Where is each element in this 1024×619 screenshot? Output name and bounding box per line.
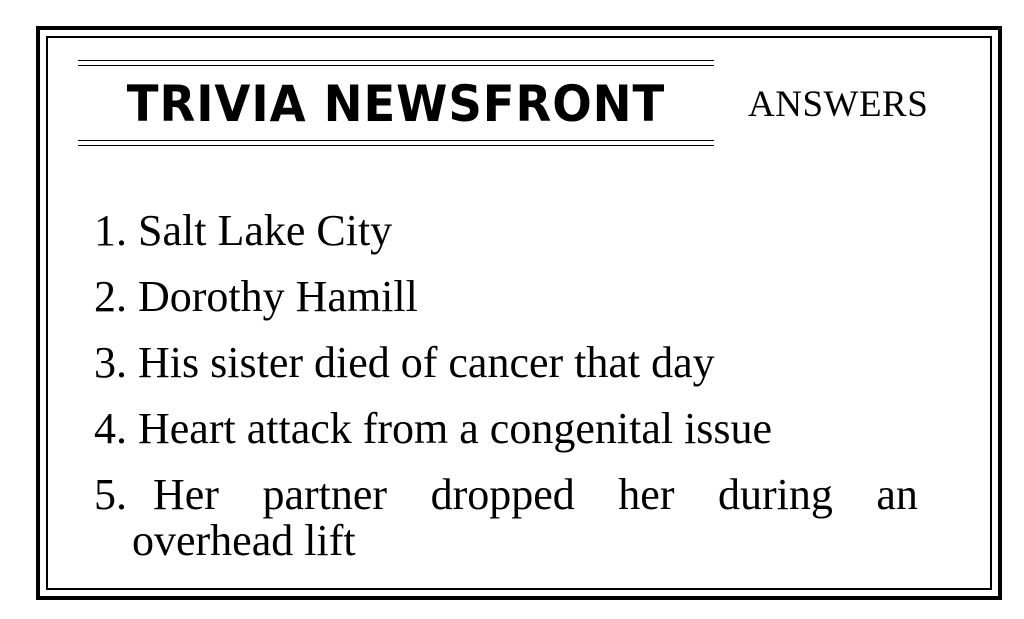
answer-word: Her <box>153 470 219 519</box>
answer-word: her <box>618 470 675 519</box>
masthead <box>78 60 714 146</box>
masthead-rule <box>78 140 714 141</box>
masthead-title: TRIVIA NEWSFRONT <box>126 75 666 133</box>
masthead-rule <box>78 65 714 66</box>
answer-item <box>94 198 918 264</box>
section-label: ANSWERS <box>748 84 929 125</box>
answer-item <box>94 396 918 462</box>
masthead-rule <box>78 145 714 146</box>
answer-number: 4. <box>94 404 127 453</box>
answer-text <box>153 472 918 518</box>
answer-text: His sister died of cancer that day <box>138 338 715 387</box>
answer-item <box>94 462 918 564</box>
answer-text-continued: overhead lift <box>132 516 356 565</box>
answer-text: Heart attack from a congenital issue <box>138 404 773 453</box>
answer-number: 5. <box>94 470 127 519</box>
answer-item <box>94 330 918 396</box>
answer-line <box>94 472 918 518</box>
card-outer-border <box>36 26 1002 600</box>
answer-word: partner <box>262 470 388 519</box>
answer-number: 3. <box>94 338 127 387</box>
answer-word: dropped <box>430 470 575 519</box>
answer-word: an <box>876 470 918 519</box>
masthead-rule <box>78 60 714 61</box>
card-inner-border <box>46 36 992 590</box>
answer-number: 2. <box>94 272 127 321</box>
answer-word: during <box>718 470 833 519</box>
answer-text: Dorothy Hamill <box>138 272 418 321</box>
answer-text: Salt Lake City <box>138 206 393 255</box>
answer-number: 1. <box>94 206 127 255</box>
answer-list <box>94 198 918 564</box>
answer-item <box>94 264 918 330</box>
